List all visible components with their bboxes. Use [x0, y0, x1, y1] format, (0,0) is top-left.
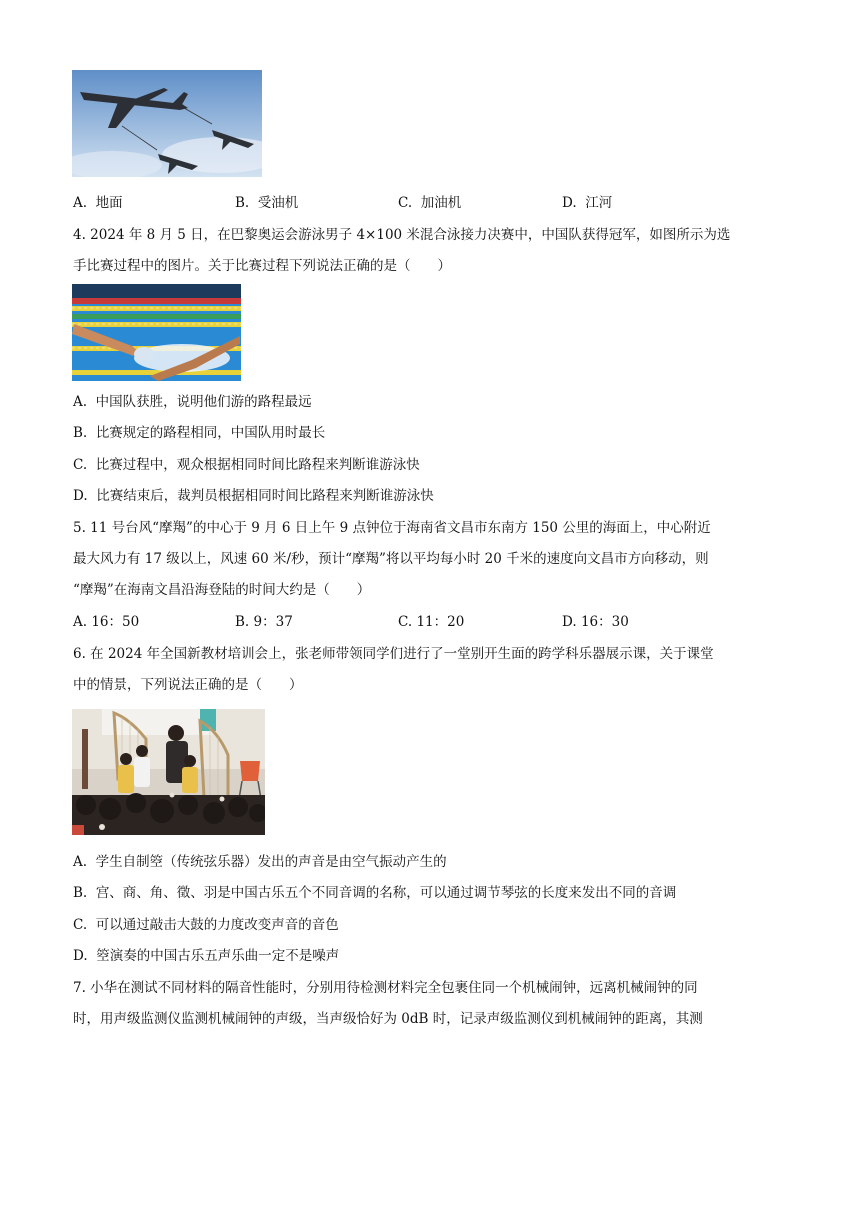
q3-option-c: C. 加油机 [398, 195, 462, 211]
q4-stem-line1: 4. 2024 年 8 月 5 日，在巴黎奥运会游泳男子 4×100 米混合泳接力决赛中，中国队获得冠军，如图所示为选 [73, 227, 731, 243]
swimming-photo [72, 284, 241, 381]
q5-stem-line2: 最大风力有 17 级以上，风速 60 米/秒，预计“摩羯”将以平均每小时 20 千米的速度向文昌市方向移动，则 [73, 551, 709, 567]
q6-option-a: A. 学生自制箜（传统弦乐器）发出的声音是由空气振动产生的 [73, 854, 447, 870]
q4-stem-line2: 手比赛过程中的图片。关于比赛过程下列说法正确的是（ ） [73, 258, 451, 274]
q5-stem-line3: “摩羯”在海南文昌沿海登陆的时间大约是（ ） [73, 582, 371, 598]
q3-option-a: A. 地面 [73, 195, 123, 211]
q3-option-b: B. 受油机 [235, 195, 299, 211]
q6-option-d: D. 箜演奏的中国古乐五声乐曲一定不是噪声 [73, 948, 340, 964]
q4-option-d: D. 比赛结束后，裁判员根据相同时间比路程来判断谁游泳快 [73, 488, 434, 504]
q3-option-d: D. 江河 [562, 195, 613, 211]
q5-stem-line1: 5. 11 号台风“摩羯”的中心于 9 月 6 日上午 9 点钟位于海南省文昌市东南方 150 公里的海面上，中心附近 [73, 520, 711, 536]
classroom-instrument-photo [72, 709, 265, 835]
q4-option-c: C. 比赛过程中，观众根据相同时间比路程来判断谁游泳快 [73, 457, 420, 473]
q5-option-c: C. 11：20 [398, 614, 465, 630]
q4-option-b: B. 比赛规定的路程相同，中国队用时最长 [73, 425, 326, 441]
q7-stem-line1: 7. 小华在测试不同材料的隔音性能时，分别用待检测材料完全包裹住同一个机械闹钟，远离机械闹钟的同 [73, 980, 698, 996]
q5-option-a: A. 16：50 [73, 614, 140, 630]
q4-option-a: A. 中国队获胜，说明他们游的路程最远 [73, 394, 312, 410]
q6-stem-line2: 中的情景，下列说法正确的是（ ） [73, 677, 303, 693]
q6-stem-line1: 6. 在 2024 年全国新教材培训会上，张老师带领同学们进行了一堂别开生面的跨学科乐器展示课，关于课堂 [73, 646, 714, 662]
q7-stem-line2: 时，用声级监测仪监测机械闹钟的声级，当声级恰好为 0dB 时，记录声级监测仪到机械闹钟的距离，其测 [73, 1011, 703, 1027]
q5-option-b: B. 9：37 [235, 614, 293, 630]
aerial-refueling-photo [72, 70, 262, 177]
q5-option-d: D. 16：30 [562, 614, 629, 630]
q6-option-b: B. 宫、商、角、徵、羽是中国古乐五个不同音调的名称，可以通过调节琴弦的长度来发出不同的音调 [73, 885, 677, 901]
q6-option-c: C. 可以通过敲击大鼓的力度改变声音的音色 [73, 917, 339, 933]
